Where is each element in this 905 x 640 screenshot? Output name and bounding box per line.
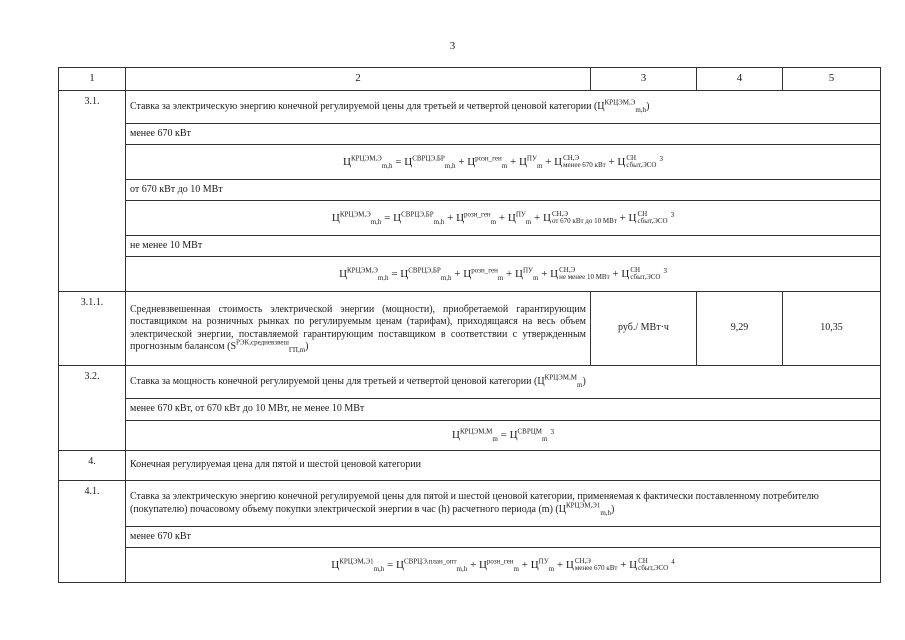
formula-term: $Ц^{розн\_ген}_m$	[456, 209, 497, 226]
footnote-mark: 3	[550, 428, 554, 437]
formula-3-1-670-to-10: $Ц^{КРЦЭМ,Э}_{m,h} = Ц^{СВРЦЭ,БР}_{m,h} + Ц^{розн\_ген}_m + Ц^{ПУ}_m + Ц$ СН,Э от 670 кВт до 10 МВт + Ц СН сбыт,ЭСО $^3$	[126, 201, 881, 236]
table-row	[59, 527, 881, 548]
row-number-3-2: 3.2.	[59, 366, 126, 451]
table-row	[59, 548, 881, 583]
table-row	[59, 236, 881, 257]
value-cell-col-5: 10,35	[783, 292, 881, 366]
formula-term: $Ц^{розн\_ген}_m$	[463, 265, 504, 282]
range-label: менее 670 кВт	[126, 124, 881, 145]
row-title-4-1: Ставка за электрическую энергию конечной регулируемой цены для пятой и шестой ценовой категории, применяемая к фактически поставленному потребителю (покупателю) почасовому объему покупки электрической энергии в час (h) расчетного периода (m) $(Ц^{КРЦЭМ,Э1}_{m,h})$	[126, 481, 881, 527]
footnote-mark: 3	[659, 154, 663, 163]
table-row	[59, 421, 881, 451]
row-title-3-1: Ставка за электрическую энергию конечной регулируемой цены для третьей и четвертой ценовой категории $(Ц^{КРЦЭМ,Э}_{m,h})$	[126, 91, 881, 124]
table-row	[59, 201, 881, 236]
formula-term: Ц СН сбыт,ЭСО	[617, 154, 657, 170]
page-number: 3	[449, 40, 456, 52]
formula-term: $Ц^{СВРЦЭ,БР}_{m,h}$	[400, 265, 452, 282]
range-label: менее 670 кВт, от 670 кВт до 10 МВт, не менее 10 МВт	[126, 399, 881, 421]
formula-term: $Ц^{СВРЦМ}_m$	[509, 427, 548, 444]
formula-term: $Ц^{КРЦЭМ,Э1}_{m,h}$	[558, 501, 612, 517]
header-col-4: 4	[697, 68, 783, 91]
table-row	[59, 180, 881, 201]
unit-cell: руб./ МВт·ч	[591, 292, 697, 366]
formula-term: $Ц^{ПУ}_m$	[518, 153, 543, 170]
formula-4-1-less-670: $Ц^{КРЦЭМ,Э1}_{m,h} = Ц^{СВРЦЭ,план\_опт}_{m,h} + Ц^{розн\_ген}_m + Ц^{ПУ}_m + Ц$ СН,Э менее 670 кВт + Ц СН сбыт,ЭСО $^4$	[126, 548, 881, 583]
table-row	[59, 451, 881, 481]
formula-term: $Ц^{розн\_ген}_m$	[478, 556, 519, 573]
header-col-2: 2	[126, 68, 591, 91]
formula-term: Ц СН сбыт,ЭСО	[628, 210, 668, 226]
formula-3-2: $Ц^{КРЦЭМ,М}_m = Ц^{СВРЦМ}_m^3$	[126, 421, 881, 451]
formula-term: $Ц^{СВРЦЭ,БР}_{m,h}$	[393, 209, 445, 226]
formula-term: $Ц^{КРЦЭМ,Э}_{m,h}$	[343, 153, 393, 170]
footnote-mark: 3	[670, 210, 675, 219]
tariff-table	[58, 67, 881, 583]
formula-term: $Ц^{розн\_ген}_m$	[467, 153, 508, 170]
formula-term: Ц СН,Э от 670 кВт до 10 МВт	[543, 210, 617, 226]
row-number-3-1: 3.1.	[59, 91, 126, 292]
row-title-text: Ставка за мощность конечной регулируемой цены для третьей и четвертой ценовой категории (	[130, 375, 538, 387]
formula-term: $Ц^{КРЦЭМ,Э}_{m,h}$	[597, 98, 647, 114]
row-number-4-1: 4.1.	[59, 481, 126, 583]
footnote-mark: 4	[671, 557, 675, 566]
table-row	[59, 124, 881, 145]
formula-term: $Ц^{КРЦЭМ,Э1}_{m,h}$	[331, 556, 385, 573]
formula-term: $S^{РЭК,средневзвеш}_{ГП,m}$	[230, 338, 306, 354]
header-col-5: 5	[783, 68, 881, 91]
table-row	[59, 292, 881, 366]
formula-term: Ц СН сбыт,ЭСО	[629, 557, 669, 573]
table-row	[59, 399, 881, 421]
value-cell-col-4: 9,29	[697, 292, 783, 366]
row-number-4: 4.	[59, 451, 126, 481]
formula-term: Ц СН,Э не менее 10 МВт	[550, 266, 610, 282]
row-number-3-1-1: 3.1.1.	[59, 292, 126, 366]
formula-term: $Ц^{КРЦЭМ,М}_m$	[537, 373, 583, 389]
footnote-mark: 3	[663, 266, 667, 275]
formula-term: $Ц^{ПУ}_m$	[515, 265, 539, 282]
table-header-row	[59, 68, 881, 91]
range-label: менее 670 кВт	[126, 527, 881, 548]
formula-term: $Ц^{КРЦЭМ,М}_m$	[452, 427, 498, 444]
range-label: от 670 кВт до 10 МВт	[126, 180, 881, 201]
row-title-3-2: Ставка за мощность конечной регулируемой цены для третьей и четвертой ценовой категории $(Ц^{КРЦЭМ,М}_m)$	[126, 366, 881, 399]
table-row	[59, 366, 881, 399]
table-row	[59, 91, 881, 124]
header-col-1: 1	[59, 68, 126, 91]
row-title-text: Ставка за электрическую энергию конечной регулируемой цены для пятой и шестой ценовой категории, применяемая к фактически поставленному потребителю (покупателю) почасовому объему покупки электрической энергии в час (h) расчетного периода (m) (	[130, 491, 819, 515]
row-title-text: Средневзвешенная стоимость электрической энергии (мощности), приобретаемой гарантирующим поставщиком на розничных рынках по регулируемым ценам (тарифам), приходящаяся на весь объем электрической энергии, поставляемой гарантирующим поставщиком в соответствии с утвержденным прогнозным балансом (	[130, 303, 586, 352]
row-title-3-1-1: Средневзвешенная стоимость электрической энергии (мощности), приобретаемой гарантирующим поставщиком на розничных рынках по регулируемым ценам (тарифам), приходящаяся на весь объем электрической энергии, поставляемой гарантирующим поставщиком в соответствии с утвержденным прогнозным балансом $(S^{РЭК,средневзвеш}_{ГП,m})$	[126, 292, 591, 366]
formula-term: $Ц^{КРЦЭМ,Э}_{m,h}$	[339, 265, 389, 282]
formula-term: Ц СН,Э менее 670 кВт	[565, 557, 618, 573]
formula-term: $Ц^{ПУ}_m$	[530, 556, 555, 573]
formula-3-1-not-less-10: $Ц^{КРЦЭМ,Э}_{m,h} = Ц^{СВРЦЭ,БР}_{m,h} + Ц^{розн\_ген}_m + Ц^{ПУ}_m + Ц$ СН,Э не менее 10 МВт + Ц СН сбыт,ЭСО $^3$	[126, 257, 881, 292]
formula-term: Ц СН,Э менее 670 кВт	[554, 154, 606, 170]
row-title-4: Конечная регулируемая цена для пятой и шестой ценовой категории	[126, 451, 881, 481]
table-row	[59, 145, 881, 180]
formula-term: $Ц^{СВРЦЭ,план\_опт}_{m,h}$	[396, 556, 468, 573]
table-row	[59, 481, 881, 527]
formula-3-1-less-670: $Ц^{КРЦЭМ,Э}_{m,h} = Ц^{СВРЦЭ,БР}_{m,h} + Ц^{розн\_ген}_m + Ц^{ПУ}_m + Ц$ СН,Э менее 670 кВт + Ц СН сбыт,ЭСО $^3$	[126, 145, 881, 180]
range-label: не менее 10 МВт	[126, 236, 881, 257]
table-row	[59, 257, 881, 292]
row-title-text: Ставка за электрическую энергию конечной регулируемой цены для третьей и четвертой ценовой категории (	[130, 100, 598, 112]
formula-term: Ц СН сбыт,ЭСО	[621, 266, 661, 282]
formula-term: $Ц^{ПУ}_m$	[507, 209, 532, 226]
header-col-3: 3	[591, 68, 697, 91]
formula-term: $Ц^{КРЦЭМ,Э}_{m,h}$	[331, 209, 382, 226]
formula-term: $Ц^{СВРЦЭ,БР}_{m,h}$	[404, 153, 456, 170]
